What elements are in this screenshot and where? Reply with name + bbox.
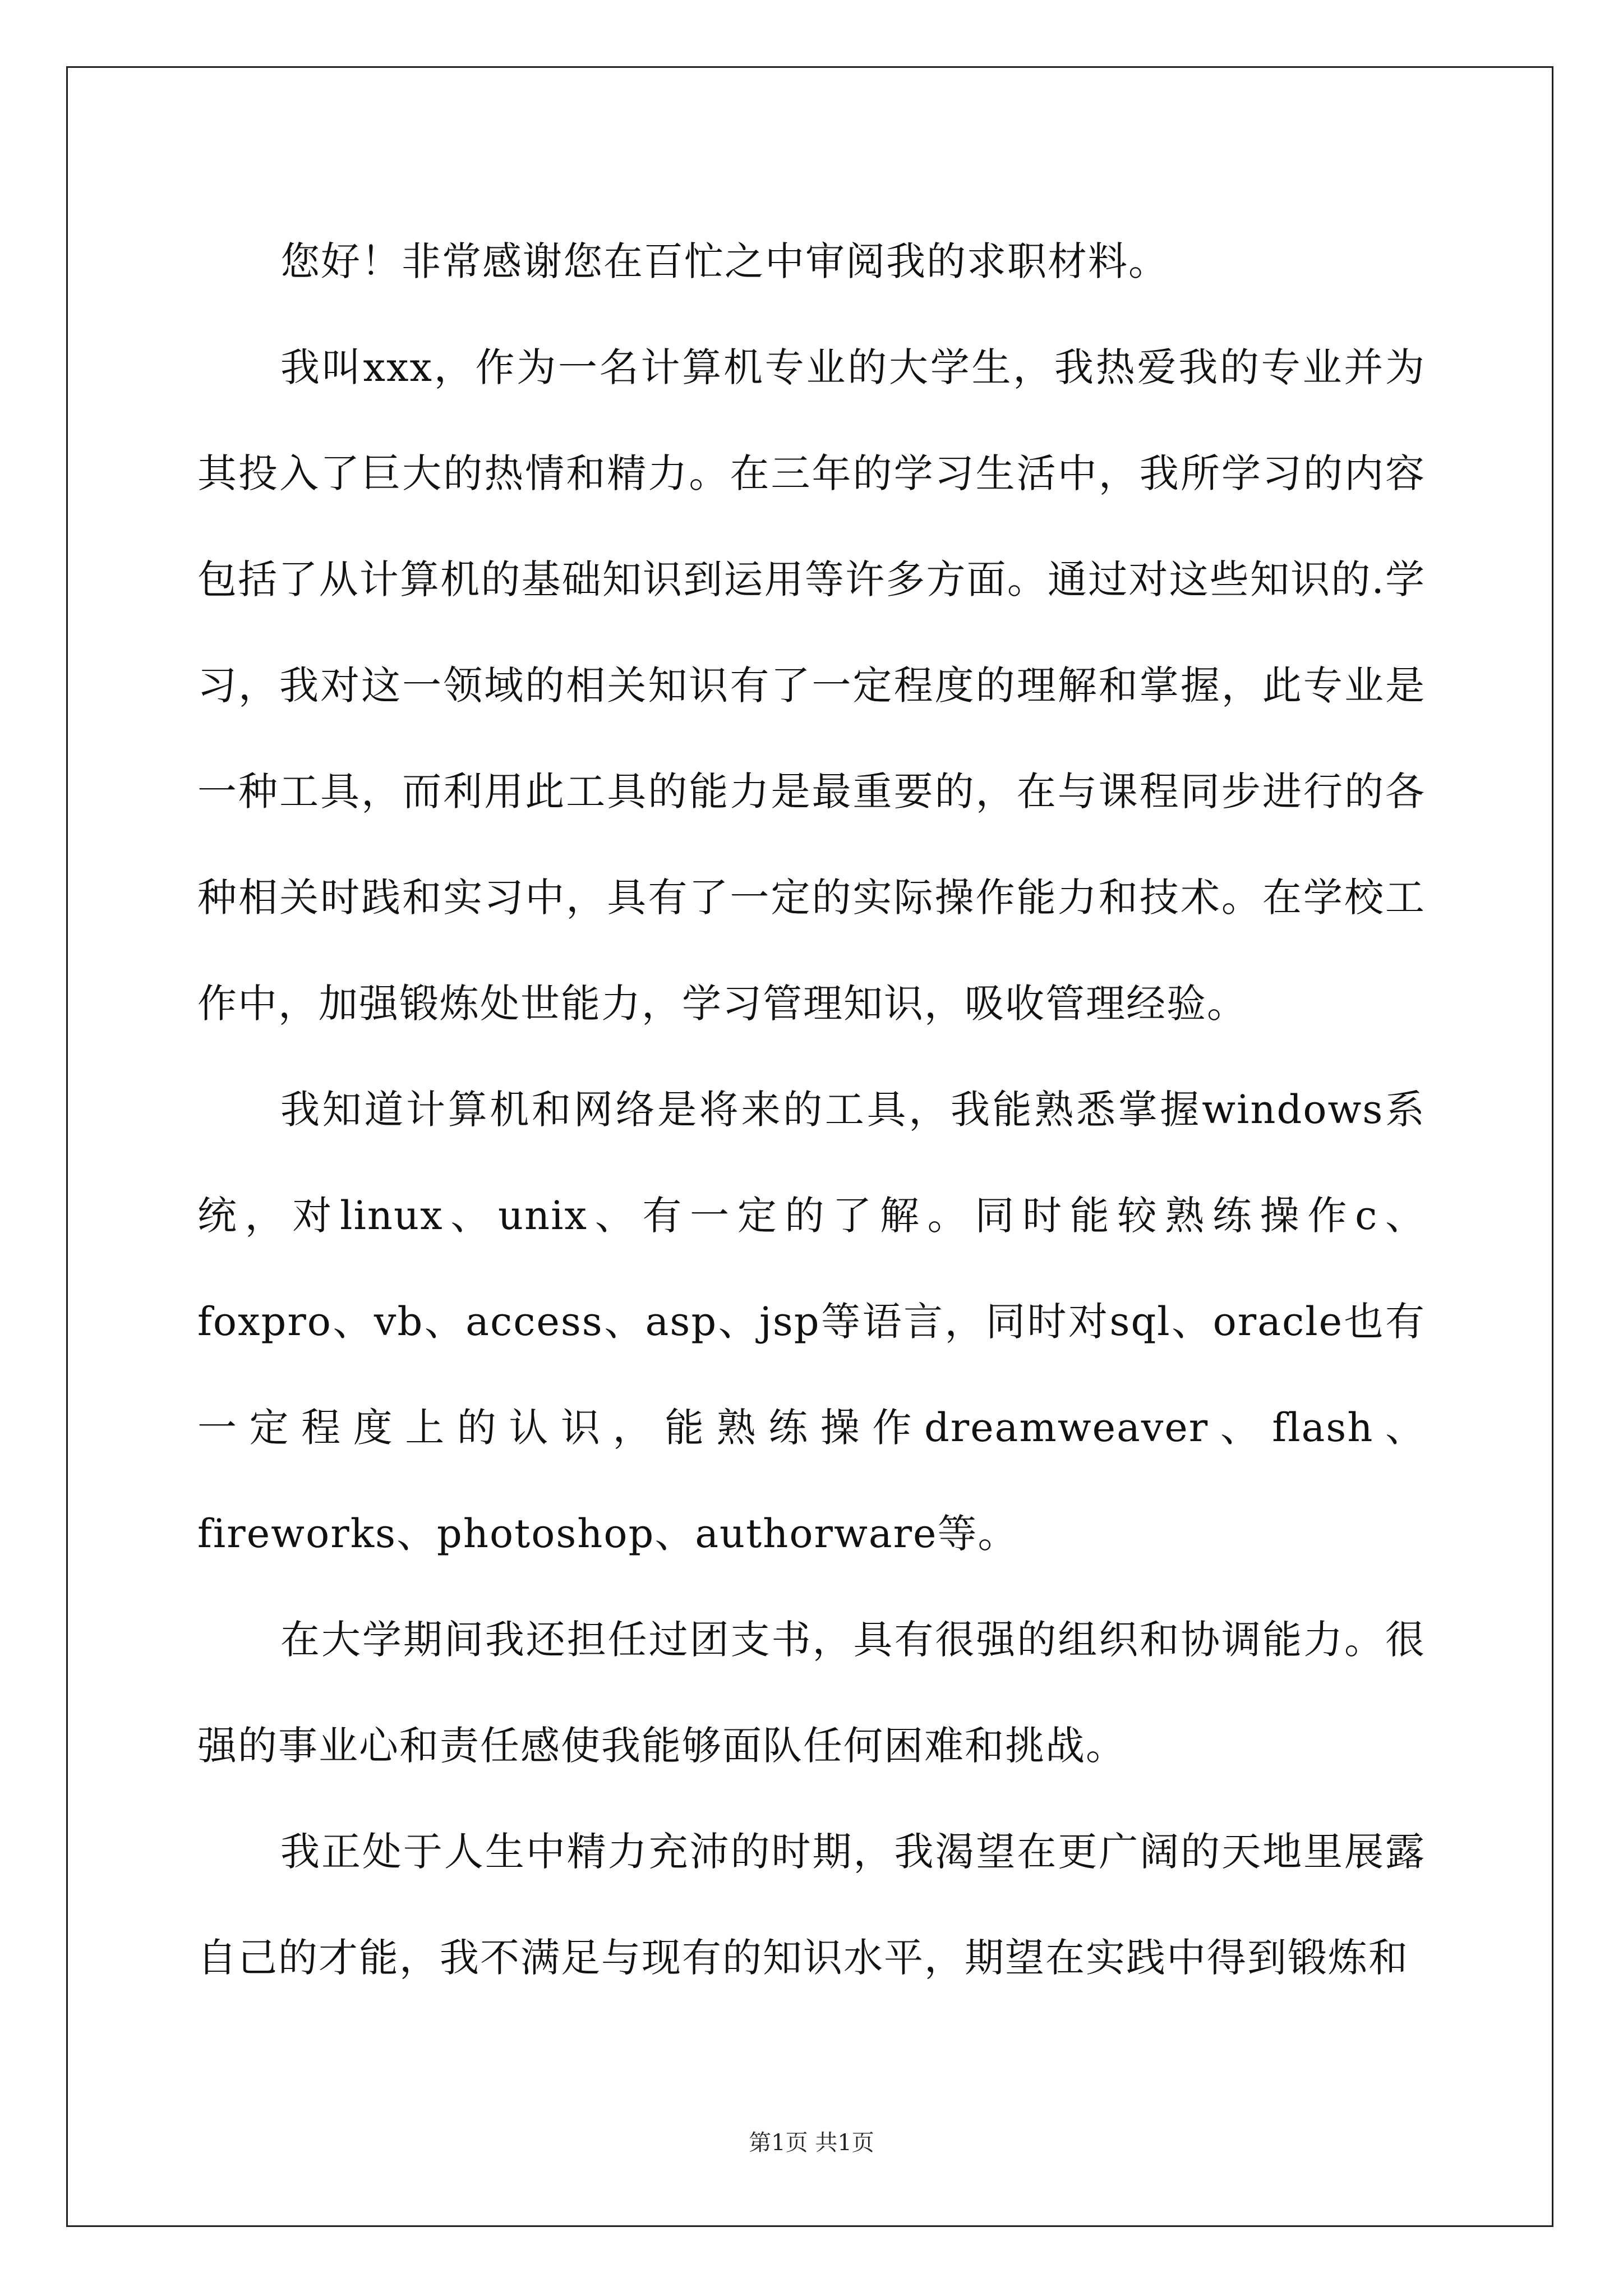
page-footer: 第1页 共1页 xyxy=(749,2130,874,2156)
paragraph-aspiration: 我正处于人生中精力充沛的时期，我渴望在更广阔的天地里展露自己的才能，我不满足与现有的知识水平，期望在实践中得到锻炼和 xyxy=(197,1829,1426,1981)
paragraph-introduction: 我叫xxx，作为一名计算机专业的大学生，我热爱我的专业并为其投入了巨大的热情和精力。在三年的学习生活中，我所学习的内容包括了从计算机的基础知识到运用等许多方面。通过对这些知识的.学习，我对这一领域的相关知识有了一定程度的理解和掌握，此专业是一种工具，而利用此工具的能力是最重要的，在与课程同步进行的各种相关时践和实习中，具有了一定的实际操作能力和技术。在学校工作中，加强锻炼处世能力，学习管理知识，吸收管理经验。 xyxy=(197,344,1426,1027)
paragraph-computer-skills: 我知道计算机和网络是将来的工具，我能熟悉掌握windows系统，对linux、unix、有一定的了解。同时能较熟练操作c、foxpro、vb、access、asp、jsp等语言，同时对sql、oracle也有一定程度上的认识，能熟练操作dreamweaver、flash、fireworks、photoshop、authorware等。 xyxy=(197,1087,1426,1557)
document-body xyxy=(197,209,1426,2011)
paragraph-leadership: 在大学期间我还担任过团支书，具有很强的组织和协调能力。很强的事业心和责任感使我能够面队任何困难和挑战。 xyxy=(197,1617,1426,1769)
paragraph-greeting: 您好！非常感谢您在百忙之中审阅我的求职材料。 xyxy=(280,238,1169,284)
